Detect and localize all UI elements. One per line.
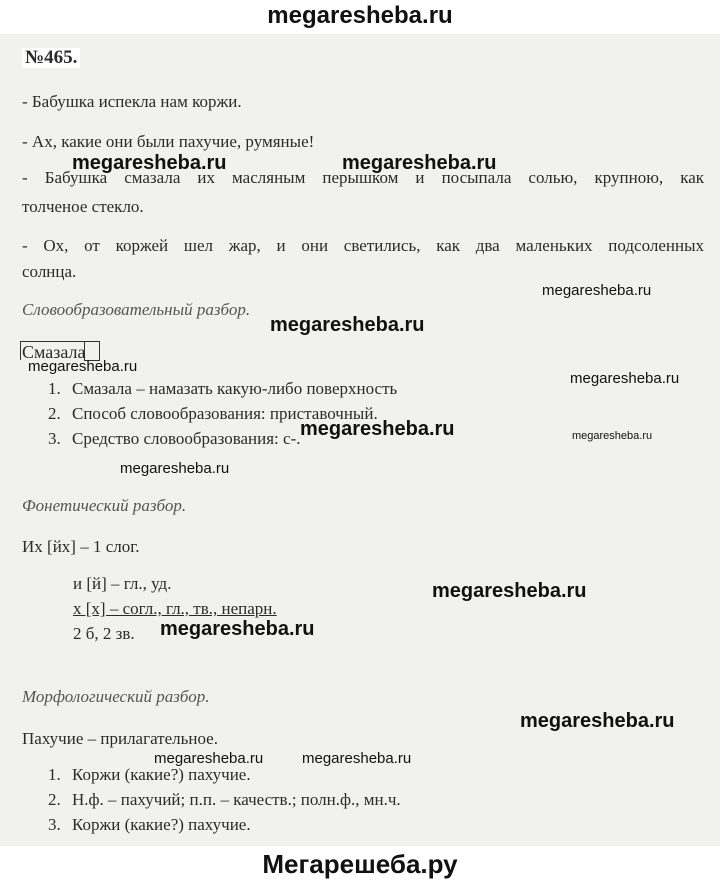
watermark: megaresheba.ru [432, 580, 587, 602]
site-header [0, 0, 720, 34]
text-line-4b: солнца. [22, 262, 77, 281]
text-line-1: - Бабушка испекла нам коржи. [22, 92, 242, 111]
word-ending: а [77, 342, 86, 362]
watermark: megaresheba.ru [160, 618, 315, 640]
watermark: megaresheba.ru [28, 358, 138, 375]
textbook-page [0, 34, 720, 846]
list-item: 1. Коржи (какие?) пахучие. [48, 765, 251, 784]
exercise-number: №465. [22, 48, 80, 68]
watermark: megaresheba.ru [120, 460, 230, 477]
text-line-3b: толченое стекло. [22, 197, 144, 216]
phonetic-heading: Фонетический разбор. [22, 496, 187, 515]
list-item: 3. Средство словообразования: с-. [48, 429, 301, 448]
word-formation-heading: Словообразовательный разбор. [22, 300, 251, 319]
text-line-3a: - Бабушка смазала их масляным перышком и посыпала солью, крупною, как [22, 168, 704, 187]
watermark: megaresheba.ru [154, 750, 264, 767]
watermark: megaresheba.ru [520, 710, 675, 732]
phonetic-word-line: Их [йх] – 1 слог. [22, 537, 140, 556]
watermark: megaresheba.ru [342, 152, 497, 174]
watermark: megaresheba.ru [572, 430, 653, 442]
word-stem: Смазал [22, 342, 78, 362]
footer-site-name: Мегарешеба.ру [262, 849, 458, 879]
site-footer [0, 846, 720, 882]
phonetic-count: 2 б, 2 зв. [73, 624, 135, 643]
watermark: megaresheba.ru [570, 370, 680, 387]
text-line-2: - Ах, какие они были пахучие, румяные! [22, 132, 315, 151]
list-item: 2. Н.ф. – пахучий; п.п. – качеств.; полн.ф., мн.ч. [48, 790, 401, 809]
list-item: 2. Способ словообразования: приставочный. [48, 404, 378, 423]
watermark: megaresheba.ru [72, 152, 227, 174]
watermark: megaresheba.ru [542, 282, 652, 299]
morphology-heading: Морфологический разбор. [22, 687, 210, 706]
list-item: 1. Смазала – намазать какую-либо поверхность [48, 379, 398, 398]
phonetic-sound-2: х [х] – согл., гл., тв., непарн. [73, 599, 277, 618]
watermark: megaresheba.ru [270, 314, 425, 336]
morphology-list [48, 762, 401, 837]
list-item: 3. Коржи (какие?) пахучие. [48, 815, 251, 834]
morphology-word-line: Пахучие – прилагательное. [22, 729, 218, 748]
watermark: megaresheba.ru [300, 418, 455, 440]
phonetic-sound-1: и [й] – гл., уд. [73, 574, 172, 593]
header-site-name: megaresheba.ru [267, 2, 453, 29]
watermark: megaresheba.ru [302, 750, 412, 767]
text-line-4a: - Ох, от коржей шел жар, и они светились, как два маленьких подсоленных [22, 236, 704, 255]
